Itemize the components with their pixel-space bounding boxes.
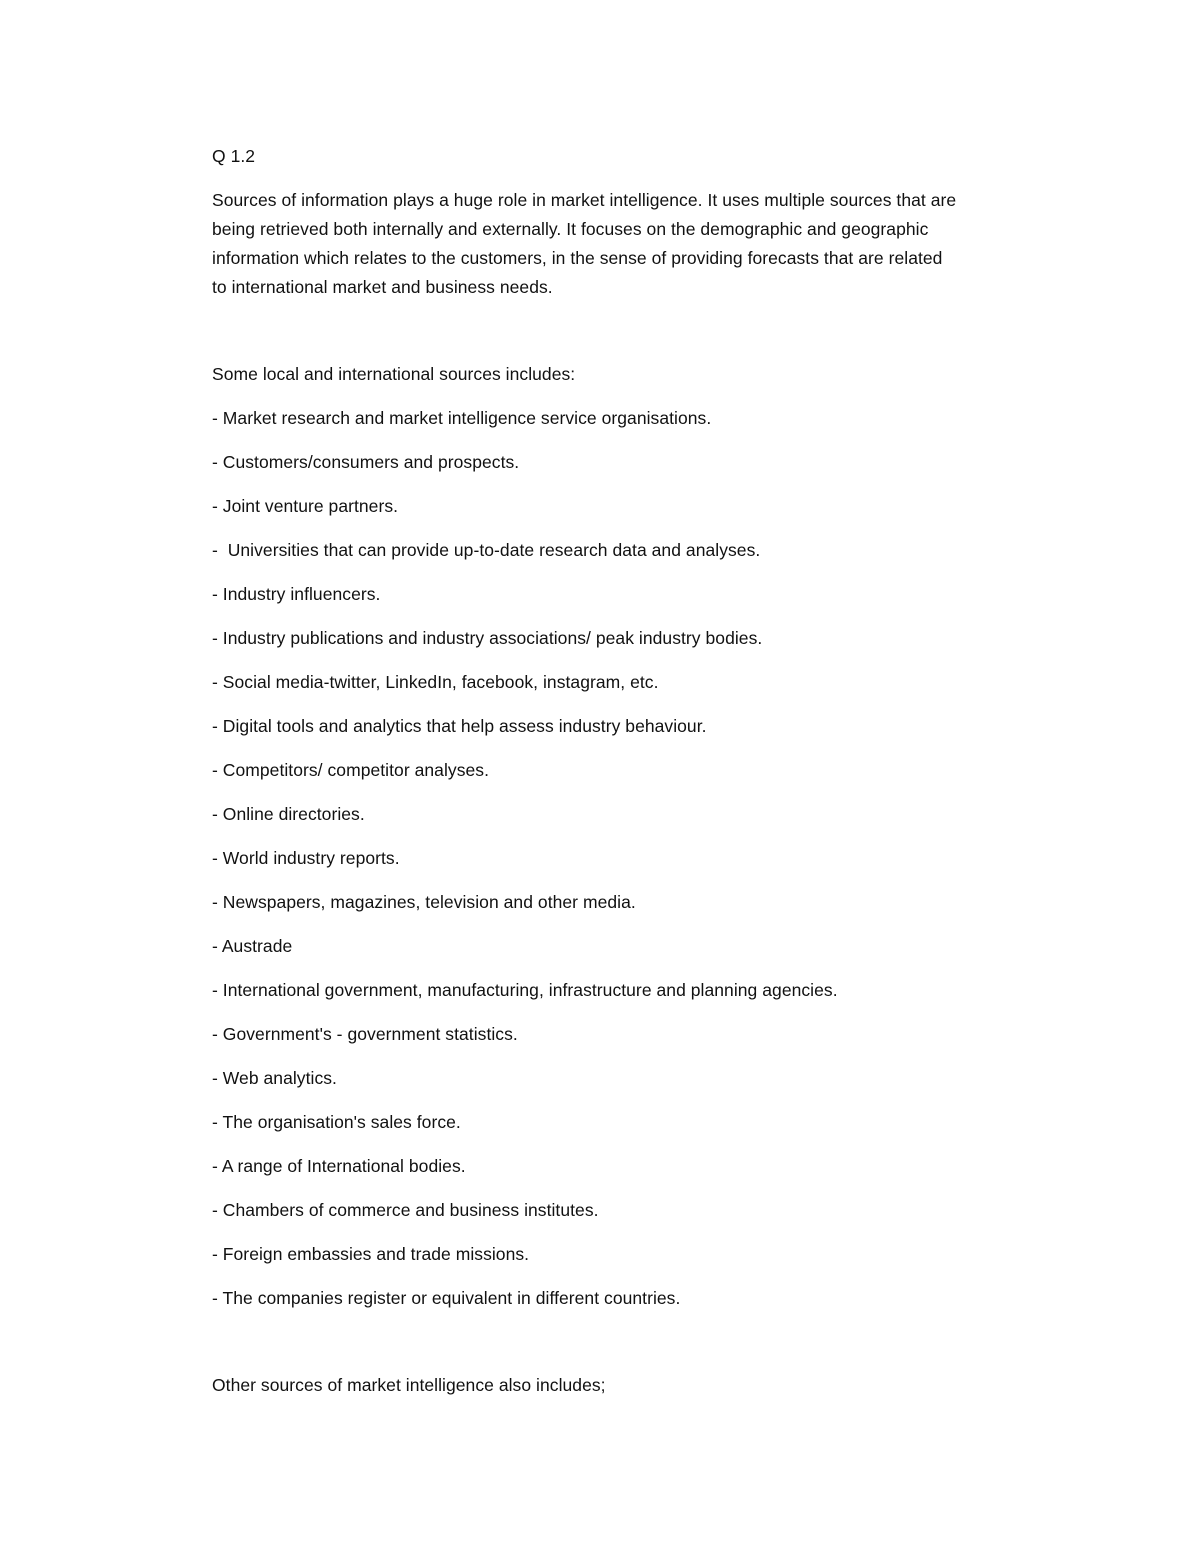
source-list-item: - Austrade <box>212 936 293 956</box>
source-list-item: - The organisation's sales force. <box>212 1112 461 1132</box>
source-list-item: - Government's - government statistics. <box>212 1024 518 1044</box>
source-list-item: - International government, manufacturing, infrastructure and planning agencies. <box>212 980 838 1000</box>
sources-list <box>212 404 1072 1313</box>
source-list-item: - Industry publications and industry associations/ peak industry bodies. <box>212 628 763 648</box>
intro-paragraph <box>212 186 1072 302</box>
source-list-item: - The companies register or equivalent in different countries. <box>212 1288 681 1308</box>
source-list-item: - Market research and market intelligence service organisations. <box>212 408 712 428</box>
source-list-item: - World industry reports. <box>212 848 400 868</box>
source-list-item: - Competitors/ competitor analyses. <box>212 760 489 780</box>
source-list-item: - A range of International bodies. <box>212 1156 466 1176</box>
intro-line: to international market and business needs. <box>212 277 553 297</box>
document-content <box>212 142 1072 1400</box>
source-list-item: - Web analytics. <box>212 1068 337 1088</box>
source-list-item: - Online directories. <box>212 804 365 824</box>
source-list-item: - Chambers of commerce and business institutes. <box>212 1200 599 1220</box>
source-list-item: - Social media-twitter, LinkedIn, facebook, instagram, etc. <box>212 672 659 692</box>
intro-line: information which relates to the customers, in the sense of providing forecasts that are related <box>212 248 943 268</box>
question-heading: Q 1.2 <box>212 146 256 166</box>
source-list-item: - Foreign embassies and trade missions. <box>212 1244 530 1264</box>
source-list-item: - Newspapers, magazines, television and other media. <box>212 892 636 912</box>
source-list-item: - Joint venture partners. <box>212 496 399 516</box>
intro-line: being retrieved both internally and externally. It focuses on the demographic and geographic <box>212 219 929 239</box>
source-list-item: - Digital tools and analytics that help assess industry behaviour. <box>212 716 707 736</box>
source-list-item: - Industry influencers. <box>212 584 381 604</box>
intro-line: Sources of information plays a huge role in market intelligence. It uses multiple sources that are <box>212 190 957 210</box>
sources-list-intro: Some local and international sources includes: <box>212 364 576 384</box>
source-list-item: - Universities that can provide up-to-date research data and analyses. <box>212 540 761 560</box>
source-list-item: - Customers/consumers and prospects. <box>212 452 520 472</box>
other-sources-intro: Other sources of market intelligence also includes; <box>212 1375 606 1395</box>
